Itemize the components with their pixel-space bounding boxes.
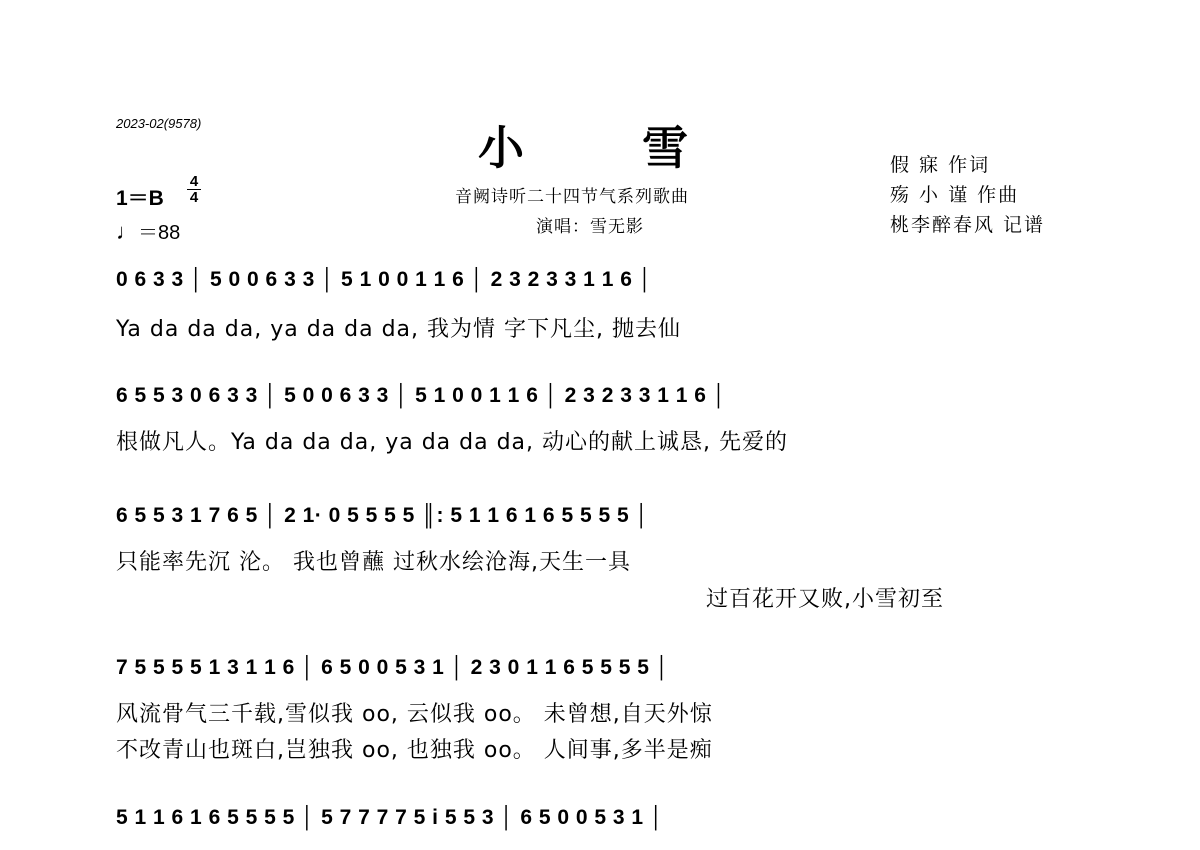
time-signature-top: 4 [189,173,199,190]
score-code: 2023-02(9578) [116,116,202,131]
lyricist-credit: 假 寐 作词 [890,154,991,176]
score-line-4-lyrics: 风流骨气三千载,雪似我 oo, 云似我 oo。 未曾想,自天外惊 [116,702,713,727]
score-line-1-lyrics: Ya da da da, ya da da da, 我为情 字下凡尘, 抛去仙 [116,317,681,342]
tempo-value: ＝88 [138,222,181,244]
score-line-3-notes: 6 5 5 3 1 7 6 5 │ 2 1· 0 5 5 5 5 ║: 5 1 1 6 1 6 5 5 5 5 │ [116,504,650,527]
score-line-3-lyrics-verse-2: 过百花开又败,小雪初至 [706,587,944,612]
score-line-5-notes: 5 1 1 6 1 6 5 5 5 5 │ 5 7 7 7 7 5 i 5 5 3 │ 6 5 0 0 5 3 1 │ [116,806,664,829]
composer-credit: 殇 小 谨 作曲 [890,184,1020,206]
song-title: 小雪 [478,121,806,175]
score-line-4-notes: 7 5 5 5 5 1 3 1 1 6 │ 6 5 0 0 5 3 1 │ 2 3 0 1 1 6 5 5 5 5 │ [116,656,670,679]
time-signature [187,174,201,205]
transcriber-credit: 桃李醉春风 记谱 [890,214,1046,236]
score-line-2-notes: 6 5 5 3 0 6 3 3 │ 5 0 0 6 3 3 │ 5 1 0 0 1 1 6 │ 2 3 2 3 3 1 1 6 │ [116,384,727,407]
score-line-2-lyrics: 根做凡人。Ya da da da, ya da da da, 动心的献上诚恳, 先爱的 [116,430,788,455]
score-line-1-notes: 0 6 3 3 │ 5 0 0 6 3 3 │ 5 1 0 0 1 1 6 │ 2 3 2 3 3 1 1 6 │ [116,268,653,291]
key-signature: 1＝B [116,187,164,210]
time-signature-bottom: 4 [189,189,199,206]
singer-credit: 演唱：雪无影 [536,217,644,237]
tempo-marking [116,216,180,245]
quarter-note-icon: ♩ [116,219,138,244]
song-subtitle: 音阙诗听二十四节气系列歌曲 [455,187,689,207]
score-line-4-lyrics-verse-2: 不改青山也斑白,岂独我 oo, 也独我 oo。 人间事,多半是痴 [116,738,713,763]
score-line-3-lyrics: 只能率先沉 沦。 我也曾蘸 过秋水绘沧海,天生一具 [116,550,631,575]
